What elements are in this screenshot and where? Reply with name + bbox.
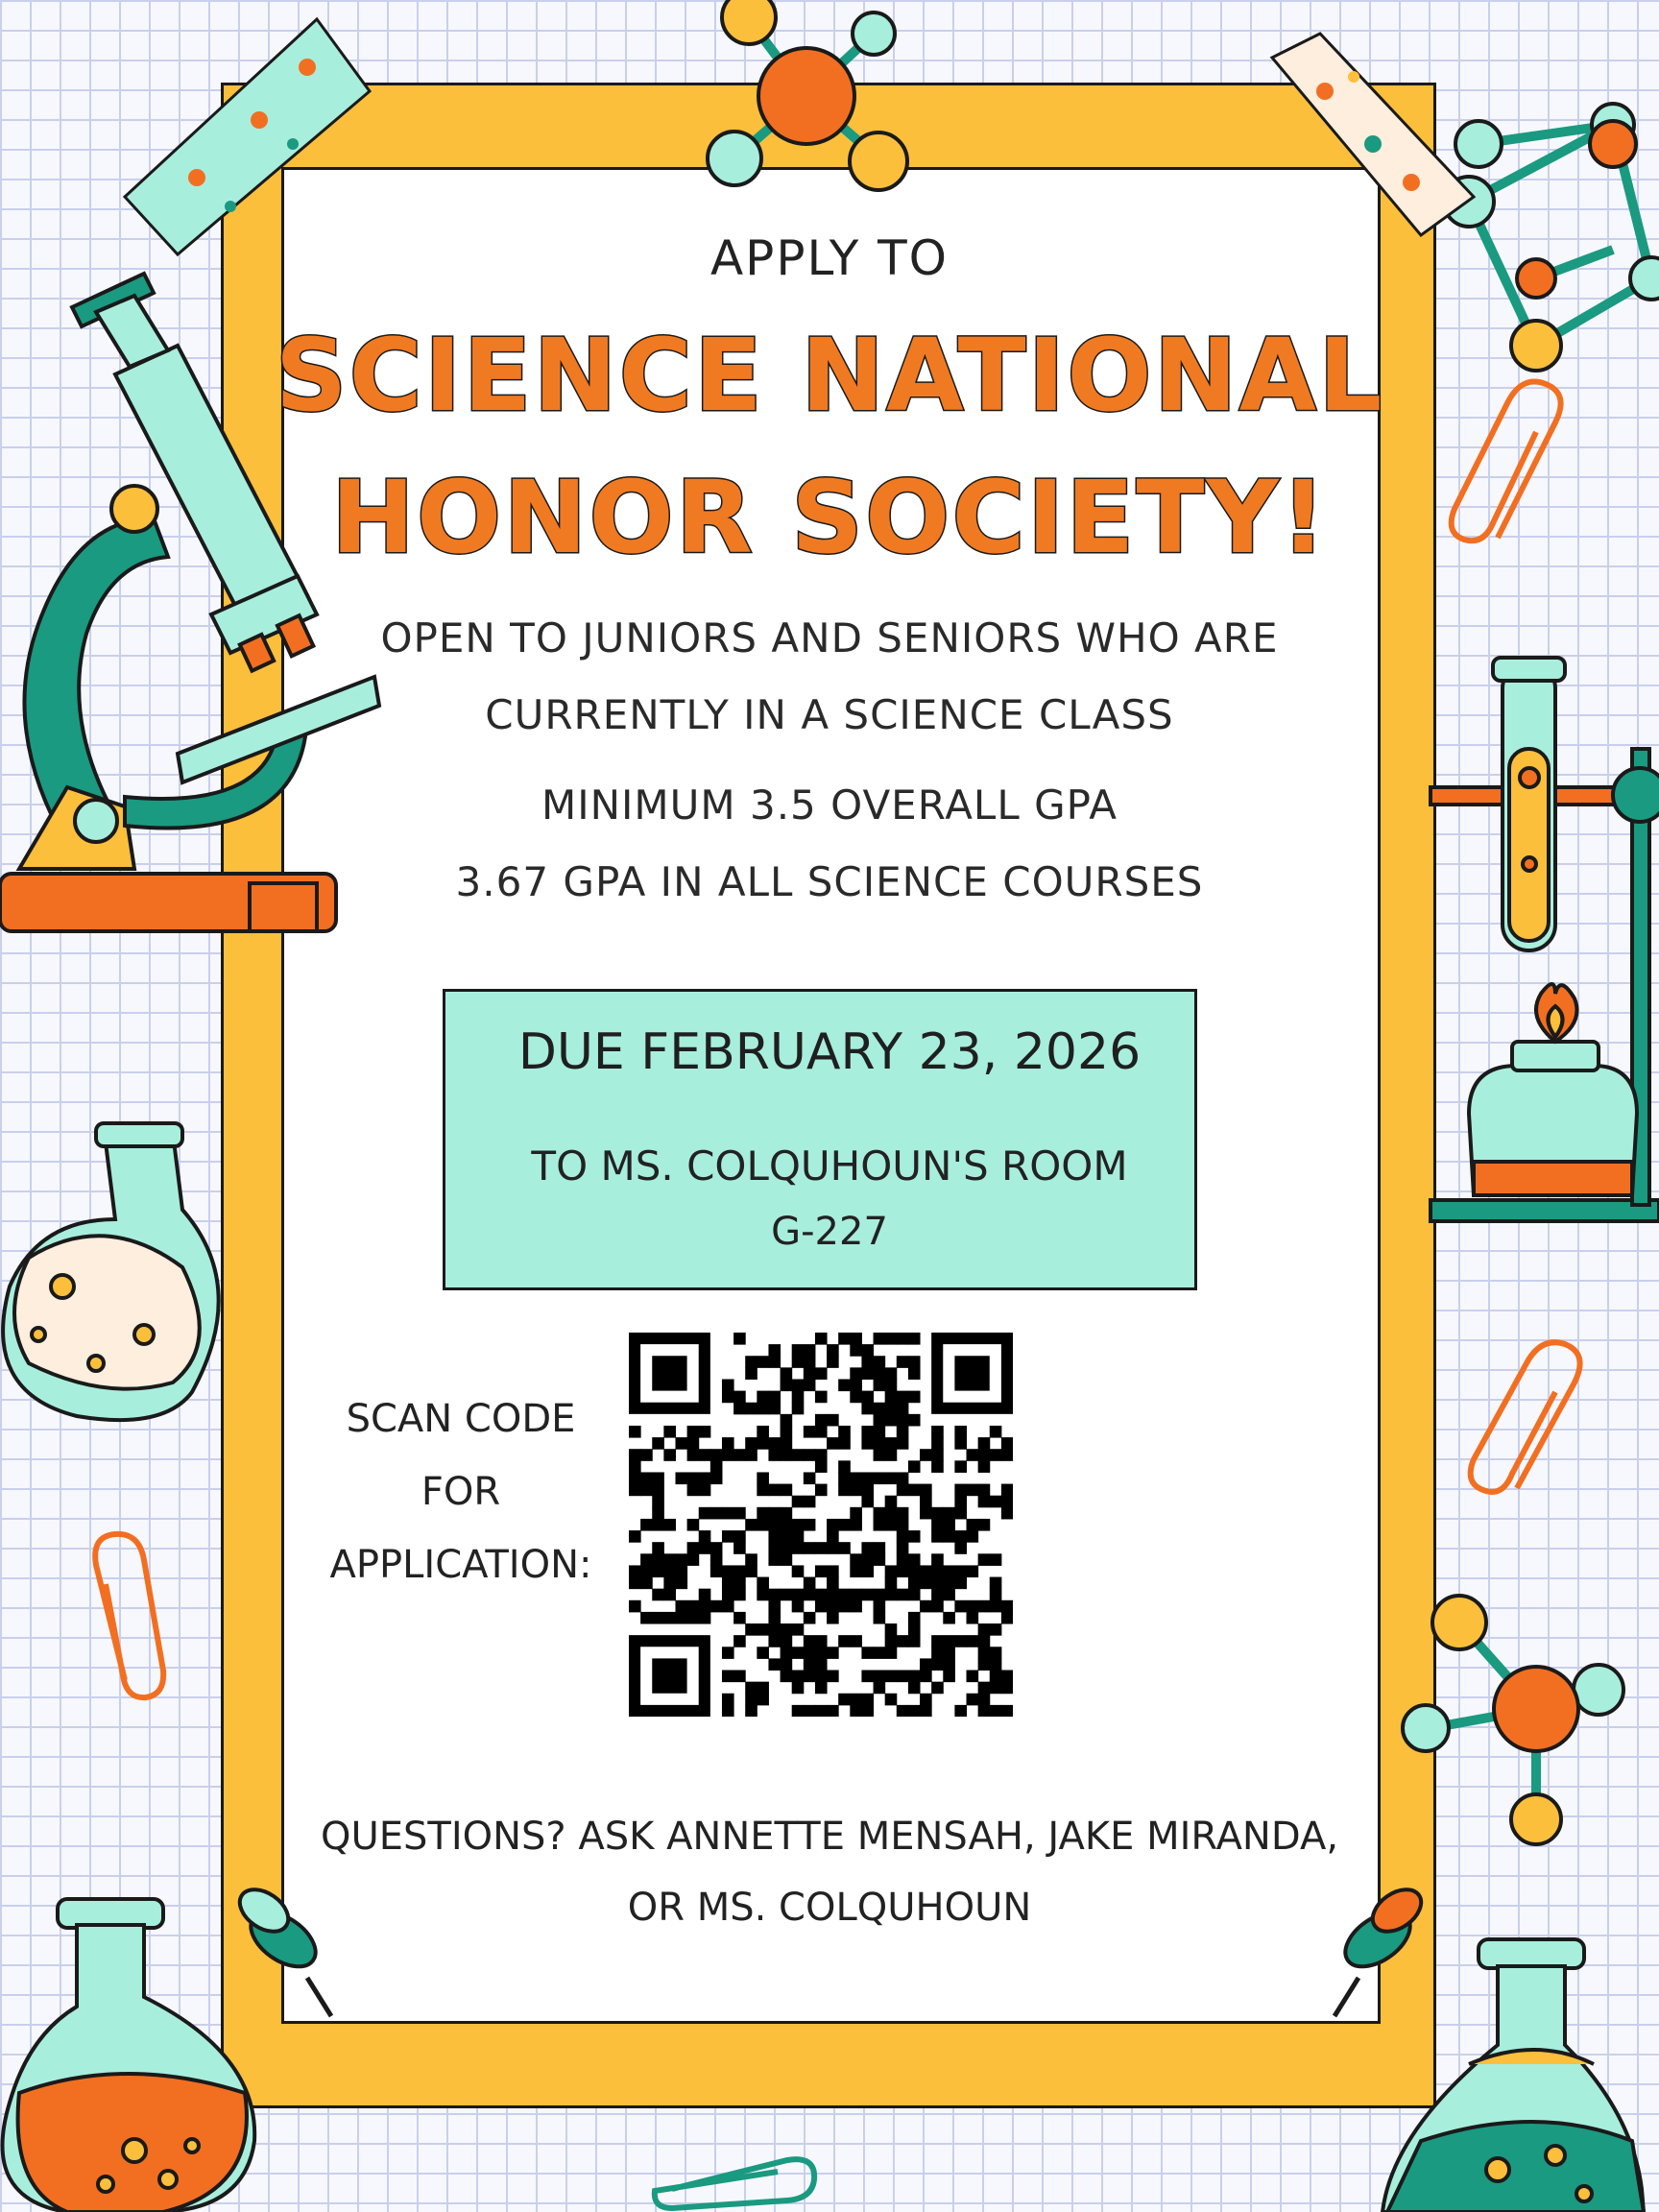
washi-tape-right-icon bbox=[1272, 34, 1474, 235]
intro-text: APPLY TO bbox=[709, 230, 950, 286]
due-date: DUE FEBRUARY 23, 2026 bbox=[517, 1023, 1142, 1081]
questions-line-1: QUESTIONS? ASK ANNETTE MENSAH, JAKE MIRANDA, bbox=[320, 1815, 1339, 1859]
flask-bottom-right-icon bbox=[1382, 1939, 1644, 2212]
title-line-2: HONOR SOCIETY! bbox=[330, 459, 1329, 576]
questions-line-2: OR MS. COLQUHOUN bbox=[627, 1886, 1032, 1930]
scan-label-line: FOR bbox=[421, 1470, 501, 1514]
submit-location: TO MS. COLQUHOUN'S ROOM bbox=[531, 1142, 1128, 1190]
qr-code[interactable] bbox=[629, 1333, 1013, 1717]
molecule-top-icon bbox=[708, 0, 907, 190]
room-number: G-227 bbox=[771, 1210, 888, 1254]
washi-tape-left-icon bbox=[125, 19, 370, 254]
requirement-line: 3.67 GPA IN ALL SCIENCE COURSES bbox=[455, 858, 1204, 905]
scan-label-line: APPLICATION: bbox=[329, 1543, 592, 1587]
requirement-line: OPEN TO JUNIORS AND SENIORS WHO ARE bbox=[380, 614, 1279, 661]
scan-label-line: SCAN CODE bbox=[346, 1397, 576, 1441]
scan-label bbox=[317, 1382, 605, 1601]
flask-bottom-left-icon bbox=[3, 1899, 255, 2212]
title-line-1: SCIENCE NATIONAL bbox=[275, 317, 1384, 434]
requirement-line: CURRENTLY IN A SCIENCE CLASS bbox=[485, 691, 1174, 738]
molecule-bottom-icon bbox=[1403, 1596, 1623, 1844]
requirement-line: MINIMUM 3.5 OVERALL GPA bbox=[541, 781, 1118, 829]
